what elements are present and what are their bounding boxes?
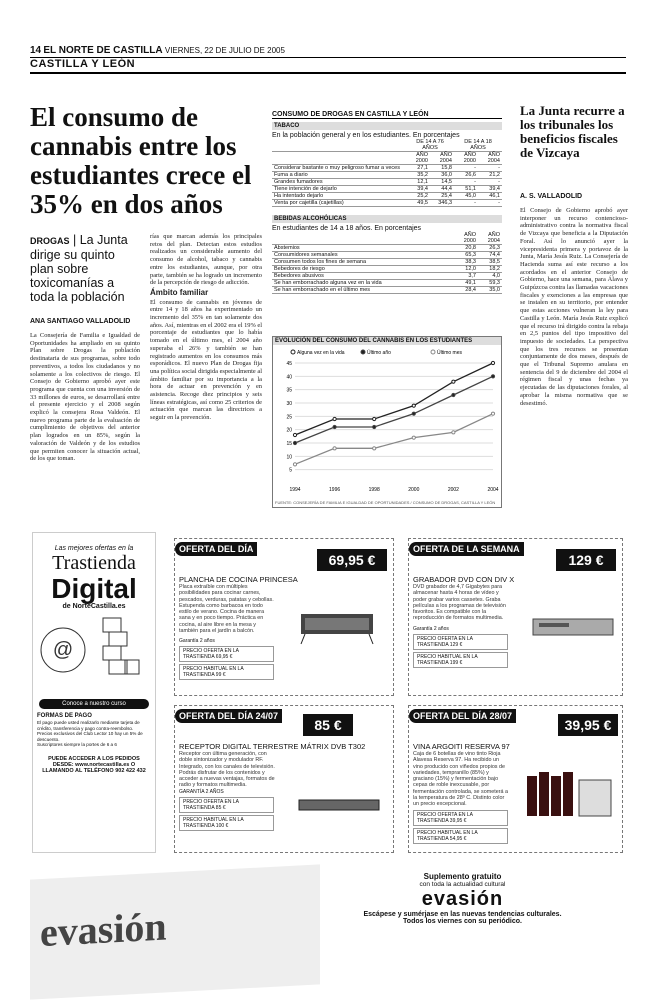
wine-image [521, 756, 616, 826]
y-tick-label: 40 [286, 374, 292, 381]
row-value: 15,8 [430, 165, 454, 172]
data-point [293, 441, 296, 444]
data-point [333, 425, 336, 428]
ad-tagline: Las mejores ofertas en la [54, 545, 134, 552]
table-row [272, 172, 502, 179]
offer-title: VINA ARGOITI RESERVA 97 [413, 742, 510, 751]
article-column-1: La Consejería de Familia e Igualdad de Oportunidades ha ampliado en su quinto Plan sobre Drogas la población destinataria de sus programas, sobre todo preventivos, a todos los ciudadanos y no solamente a los colectivos de riesgo. El Consejo de Gobierno aprobó ayer este programa que cuenta con una inversión de 33 millones de euros, se desarrollará entre el presente ejercicio y el 2008 según explicó la consejera Rosa Valdeón. El nuevo programa parte de la evaluación de cumplimiento de objetivos del anterior plan logrados en un 85%, según la valoración de Valdeón y de los estudios que permiten conocer la situación actual, de los que toman. [30, 332, 140, 463]
row-value: 21,2 [478, 172, 502, 179]
data-point [373, 417, 376, 420]
y-tick-label: 35 [286, 387, 292, 394]
offer-price: 129 € [556, 549, 616, 571]
row-label: Grandes fumadores [272, 179, 406, 186]
offer-badge-when: DEL DÍA [217, 544, 254, 554]
row-value: 3,7 [454, 273, 478, 280]
col-group: DE 14 A 76 AÑOS [406, 139, 454, 152]
x-tick-label: 2004 [487, 487, 499, 493]
data-point [412, 412, 415, 415]
data-point [452, 380, 455, 383]
supplement-title: Suplemento gratuito [423, 872, 502, 881]
table-row [272, 179, 502, 186]
legend-label: Último año [367, 350, 391, 356]
offer-badge-when: DEL DÍA 24/07 [217, 711, 279, 721]
ad-brand-by: de NorteCastilla.es [62, 603, 126, 610]
row-value: 27,1 [406, 165, 430, 172]
row-value: 59,3 [478, 280, 502, 287]
supplement-cover-logo: evasión [40, 903, 167, 956]
data-point [412, 404, 415, 407]
supplement-logo: evasión [421, 888, 504, 910]
section-rule [30, 72, 626, 74]
article-subtitle: Ámbito familiar [150, 287, 209, 297]
table-row [272, 200, 502, 207]
supplement-sub: con toda la actualidad cultural [419, 881, 506, 888]
grill-image [295, 604, 385, 649]
section-title: CASTILLA Y LEÓN [30, 58, 136, 70]
data-point [333, 447, 336, 450]
supplement-cover [30, 864, 320, 999]
payment-item: Suscriptores siempre la portes de 6 a 6 [37, 742, 117, 748]
row-value: 12,0 [454, 266, 478, 273]
offer-text: Caja de 6 botellas de vino tinto Rioja Alavesa Reserva 97. Ha recibido un vino producido con viñedos propios de variedades, tempranillo (85%) y graciano (15%) y fermentación bajo cepas de roble inexcusable, por fermentación controlada, se someterá a la temperatura de 28º C. Distinto color un precio excepcional. [413, 751, 508, 808]
x-tick-label: 1996 [329, 487, 341, 493]
offer-card[interactable] [174, 705, 394, 853]
col-year: AÑO 2004 [430, 152, 454, 165]
row-value: - [478, 179, 502, 186]
row-value: 36,0 [430, 172, 454, 179]
offer-price-row: PRECIO OFERTA EN LA TRASTIENDA 69,95 € [179, 646, 274, 662]
row-value: 28,4 [454, 287, 478, 294]
boxes-illustration [33, 610, 155, 690]
table-title: CONSUMO DE DROGAS EN CASTILLA Y LEÓN [272, 111, 502, 119]
page-number: 14 [30, 45, 42, 56]
row-value: 38,5 [478, 259, 502, 266]
row-value: 26,3 [478, 245, 502, 252]
legend-marker [361, 350, 365, 354]
row-value: 45,0 [454, 193, 478, 200]
table-row [272, 273, 502, 280]
offer-title: GRABADOR DVD CON DIV X [413, 575, 515, 584]
offer-badge [409, 542, 524, 556]
offer-card[interactable] [174, 538, 394, 696]
y-tick-label: 10 [286, 454, 292, 461]
row-value: - [454, 200, 478, 207]
data-point [491, 375, 494, 378]
row-label: Ha intentado dejarlo [272, 193, 406, 200]
supplement-line-2: Todos los viernes con su periódico. [403, 918, 522, 925]
article-tag: DROGAS [30, 236, 70, 246]
offer-price-row: PRECIO HABITUAL EN LA TRASTIENDA 54,95 € [413, 828, 508, 844]
data-point [412, 436, 415, 439]
row-label: Se han emborrachado en el último mes [272, 287, 454, 294]
offer-badge [175, 709, 282, 723]
y-tick-label: 20 [286, 427, 292, 434]
table-row [272, 186, 502, 193]
row-value: 26,6 [454, 172, 478, 179]
legend-marker [431, 350, 435, 354]
svg-text:@: @ [52, 639, 74, 661]
row-value: 38,3 [454, 259, 478, 266]
ad-brand-panel [32, 532, 156, 853]
offer-guarantee: Garantía 2 años [413, 625, 449, 632]
side-headline: La Junta recurre a los tribunales los beneficios fiscales de Vizcaya [520, 103, 625, 160]
row-label: Tiene intención de dejarlo [272, 186, 406, 193]
col-year: AÑO 2004 [478, 152, 502, 165]
offer-price: 69,95 € [317, 549, 387, 571]
y-tick-label: 30 [286, 401, 292, 407]
article-byline: ANA SANTIAGO VALLADOLID [30, 318, 131, 325]
table-row [272, 287, 502, 294]
row-value: 25,4 [430, 193, 454, 200]
row-label: Se han emborrachado alguna vez en la vida [272, 280, 454, 287]
row-label: Consumidores semanales [272, 252, 454, 259]
row-label: Fuma a diario [272, 172, 406, 179]
payment-title: FORMAS DE PAGO [37, 713, 92, 719]
offer-title: PLANCHA DE COCINA PRINCESA [179, 575, 298, 584]
alcohol-sub: En estudiantes de 14 a 18 años. En porcentajes [272, 225, 422, 232]
row-value: - [478, 200, 502, 207]
tabaco-grid [272, 139, 502, 207]
row-value: 51,1 [454, 186, 478, 193]
x-tick-label: 1998 [368, 487, 380, 493]
tabaco-title: TABACO [272, 122, 502, 130]
offer-badge-label: OFERTA [179, 544, 215, 554]
row-value: 49,1 [454, 280, 478, 287]
dvd-image [529, 609, 619, 649]
row-value: 14,5 [430, 179, 454, 186]
row-value: 35,2 [406, 172, 430, 179]
alcohol-grid [272, 232, 502, 294]
table-row [272, 165, 502, 172]
offer-text: DVD grabador de 4,7 Gigabytes para almacenar hasta 4 horas de vídeo y poder grabar varios cassetes. Graba películas a los programas de televisión favoritos. Es compatible con la reproducción de formatos multimedia. [413, 584, 506, 622]
offer-badge [175, 542, 257, 556]
offer-price-row: PRECIO OFERTA EN LA TRASTIENDA 39,95 € [413, 810, 508, 826]
x-tick-label: 2000 [408, 487, 420, 493]
side-byline: A. S. VALLADOLID [520, 193, 583, 200]
data-point [373, 425, 376, 428]
row-value: 4,0 [478, 273, 502, 280]
y-tick-label: 5 [289, 467, 292, 474]
article-headline: El consumo de cannabis entre los estudiantes crece el 35% en dos años [30, 102, 252, 219]
row-label: Abstemios [272, 245, 454, 252]
row-label: Bebedores de riesgo [272, 266, 454, 273]
col-year: AÑO 2004 [478, 232, 502, 245]
row-value: 18,2 [478, 266, 502, 273]
series-line [295, 376, 493, 443]
table-row [272, 245, 502, 252]
table-row [272, 252, 502, 259]
subhead-text: La Junta dirige su quinto plan sobre toxicomanías a toda la población [30, 233, 128, 304]
row-value: 346,3 [430, 200, 454, 207]
row-value: 39,4 [406, 186, 430, 193]
paper-name: EL NORTE DE CASTILLA [43, 45, 163, 56]
tabaco-table [272, 122, 502, 294]
row-value: 35,0 [478, 287, 502, 294]
offer-badge-when: DEL DÍA 28/07 [451, 711, 513, 721]
page-header [30, 45, 626, 58]
legend-label: Alguna vez en la vida [297, 350, 345, 356]
chart-svg [273, 345, 501, 495]
table-row [272, 280, 502, 287]
payment-list [37, 720, 151, 748]
series-line [295, 363, 493, 435]
data-point [491, 361, 494, 364]
offer-price-row: PRECIO OFERTA EN LA TRASTIENDA 129 € [413, 634, 508, 650]
row-label: Venta por cajetilla (cajetillas) [272, 200, 406, 207]
article-subhead: DROGAS | La Junta dirige su quinto plan sobre toxicomanías a toda la población [30, 233, 128, 304]
col2-text: rías que marcan además los principales retos del plan. Detectan estos estudios realizados un considerable aumento del consumo de alcohol, tabaco y cannabis entre los estudiantes, aunque, por otra parte, también se ha logrado un incremento de la percepción de riesgo de adicción. [150, 233, 262, 287]
receiver-image [295, 786, 385, 826]
row-value: - [454, 179, 478, 186]
y-tick-label: 15 [286, 441, 292, 447]
y-tick-label: 45 [286, 361, 292, 367]
row-value: 39,4 [478, 186, 502, 193]
x-tick-label: 1994 [289, 487, 301, 493]
offer-guarantee: GARANTÍA 2 AÑOS [179, 788, 224, 795]
page-date: VIERNES, 22 DE JULIO DE 2005 [164, 46, 285, 55]
offer-badge-when: DE LA SEMANA [451, 544, 520, 554]
col2b-text: El consumo de cannabis en jóvenes de entre 14 y 18 años ha experimentado un incremento del 35% en tan solamente dos años. Así, mientras en el 2002 era el 19% el porcentaje de estudiantes que lo había tomado en el último mes, el 2004 año superaba el 26% y también se han registrado aumentos en los consumos más esporádicos. El nuevo Plan de Drogas fija una política social dirigida especialmente al ámbito familiar por su importancia a la hora de actuar en prevención y en asistencia. Recoge diez principios y seis líneas estratégicas, así como 25 criterios de actuación que marcan las directrices a seguir en la prevención. [150, 298, 262, 422]
offer-card[interactable] [408, 538, 623, 696]
offer-price: 85 € [303, 714, 353, 736]
ad-cta[interactable]: Conoce a nuestro curso [39, 699, 149, 709]
table-row [272, 259, 502, 266]
supplement-promo [290, 872, 635, 942]
table-row [272, 193, 502, 200]
tabaco-sub: En la población general y en los estudiantes. En porcentajes [272, 132, 460, 139]
offer-text: Placa extraíble con múltiples posibilidades para cocinar carnes, pescados, verduras, patatas y cebollas. Estupenda como barbacoa en todo estilo de verano. Cocina de manera sana y en poco tiempo. Práctica en cocina, al aire libre en la mesa y también para el jardín a balcón. [179, 584, 274, 635]
row-value: 44,4 [430, 186, 454, 193]
offer-price-row: PRECIO HABITUAL EN LA TRASTIENDA 100 € [179, 815, 274, 831]
row-value: 12,1 [406, 179, 430, 186]
offer-title: RECEPTOR DIGITAL TERRESTRE MÁTRIX DVB T302 [179, 742, 366, 751]
cannabis-chart [272, 336, 502, 508]
ad-brand-1: Trastienda [52, 552, 136, 574]
alcohol-title: BEBIDAS ALCOHÓLICAS [272, 215, 502, 223]
supplement-line-1: Escápese y sumérjase en las nuevas tendencias culturales. [363, 911, 562, 918]
data-point [373, 447, 376, 450]
offer-badge-label: OFERTA [179, 711, 215, 721]
offer-price-row: PRECIO OFERTA EN LA TRASTIENDA 85 € [179, 797, 274, 813]
offer-badge-label: OFERTA [413, 711, 449, 721]
offer-guarantee: Garantía 2 años [179, 638, 215, 645]
data-point [293, 433, 296, 436]
offer-price: 39,95 € [558, 714, 618, 736]
data-point [293, 463, 296, 466]
row-label: Bebedores abusivos [272, 273, 454, 280]
offer-badge-label: OFERTA [413, 544, 449, 554]
legend-marker [291, 350, 295, 354]
data-point [452, 431, 455, 434]
row-value: 20,8 [454, 245, 478, 252]
row-value: 25,2 [406, 193, 430, 200]
data-point [333, 417, 336, 420]
offer-price-row: PRECIO HABITUAL EN LA TRASTIENDA 99 € [179, 664, 274, 680]
row-value: 65,3 [454, 252, 478, 259]
side-text: El Consejo de Gobierno aprobó ayer interponer un recurso contencioso-administrativo contra la normativa fiscal de Vizcaya que beneficia a la Diputación Foral. Así lo anunció ayer la vicepresidenta primera y portavoz de la Junta, María Jesús Ruiz. La Consejería de Hacienda suma así este recurso a los acordados en el anterior Consejo de Gobierno, hace una semana, para Álava y Guipúzcoa contra las llamadas vacaciones fiscales y exenciones a las empresas que se instalen en su territorio, por entender que estas acciones vulneran la ley para Castilla y León. María Jesús Ruiz explicó que el recurso irá dirigido contra la rebaja en 2,5 puntos del tipo impositivo del impuesto de sociedades. La perspectiva que los tres recursos se presentan conjuntamente de dos meses, después de que el Tribunal Supremo anulara en sentencia del 9 de diciembre del 2004 el régimen fiscal y unas fechas ya ejecutadas de las diputaciones forales, al aprobar la misma normativa que se desestimó. [520, 207, 628, 407]
payment-item: Precios exclusivos del Club Lector 10 hay un 5% de descuento. [37, 731, 143, 742]
x-tick-label: 2002 [447, 487, 459, 493]
row-value: 46,1 [478, 193, 502, 200]
offer-text: Receptor con última generación, con doble sintonizador y modulador RF. Integrado, con los canales de televisión. Podrás disfrutar de los contenidos y acceder a nuevas ventajas, formatos de radio y formatos multimedia. [179, 751, 275, 789]
row-value: - [478, 165, 502, 172]
col-year: AÑO 2000 [454, 232, 478, 245]
legend-label: Último mes [437, 350, 463, 356]
article-column-2 [150, 233, 262, 513]
data-point [452, 393, 455, 396]
col-year: AÑO 2000 [454, 152, 478, 165]
col-year: AÑO 2000 [406, 152, 430, 165]
ad-brand-2: Digital [51, 573, 137, 604]
table-row [272, 266, 502, 273]
row-label: Considerar bastante o muy peligroso fumar a veces [272, 165, 406, 172]
chart-source: FUENTE: CONSEJERÍA DE FAMILIA E IGUALDAD DE OPORTUNIDADES / CONSUMO DE DROGAS, CASTILLA Y LEÓN [275, 500, 496, 505]
data-point [491, 412, 494, 415]
offer-card[interactable] [408, 705, 623, 853]
col-group: DE 14 A 18 AÑOS [454, 139, 502, 152]
row-value: - [454, 165, 478, 172]
row-value: 74,4 [478, 252, 502, 259]
row-label: Consumen todos los fines de semana [272, 259, 454, 266]
chart-title: EVOLUCIÓN DEL CONSUMO DEL CANNABIS EN LOS ESTUDIANTES [273, 337, 501, 345]
y-tick-label: 25 [286, 414, 292, 421]
row-value: 49,5 [406, 200, 430, 207]
payment-item: El pago puede usted realizarlo mediante tarjeta de crédito, transferencia y pago contra-reembolso. [37, 720, 140, 731]
offer-price-row: PRECIO HABITUAL EN LA TRASTIENDA 199 € [413, 652, 508, 668]
ad-contact: PUEDE ACCEDER A LOS PEDIDOS DESDE: www.nortecastilla.es O LLAMANDO AL TELÉFONO 902 422 432 [42, 755, 146, 774]
offer-badge [409, 709, 516, 723]
